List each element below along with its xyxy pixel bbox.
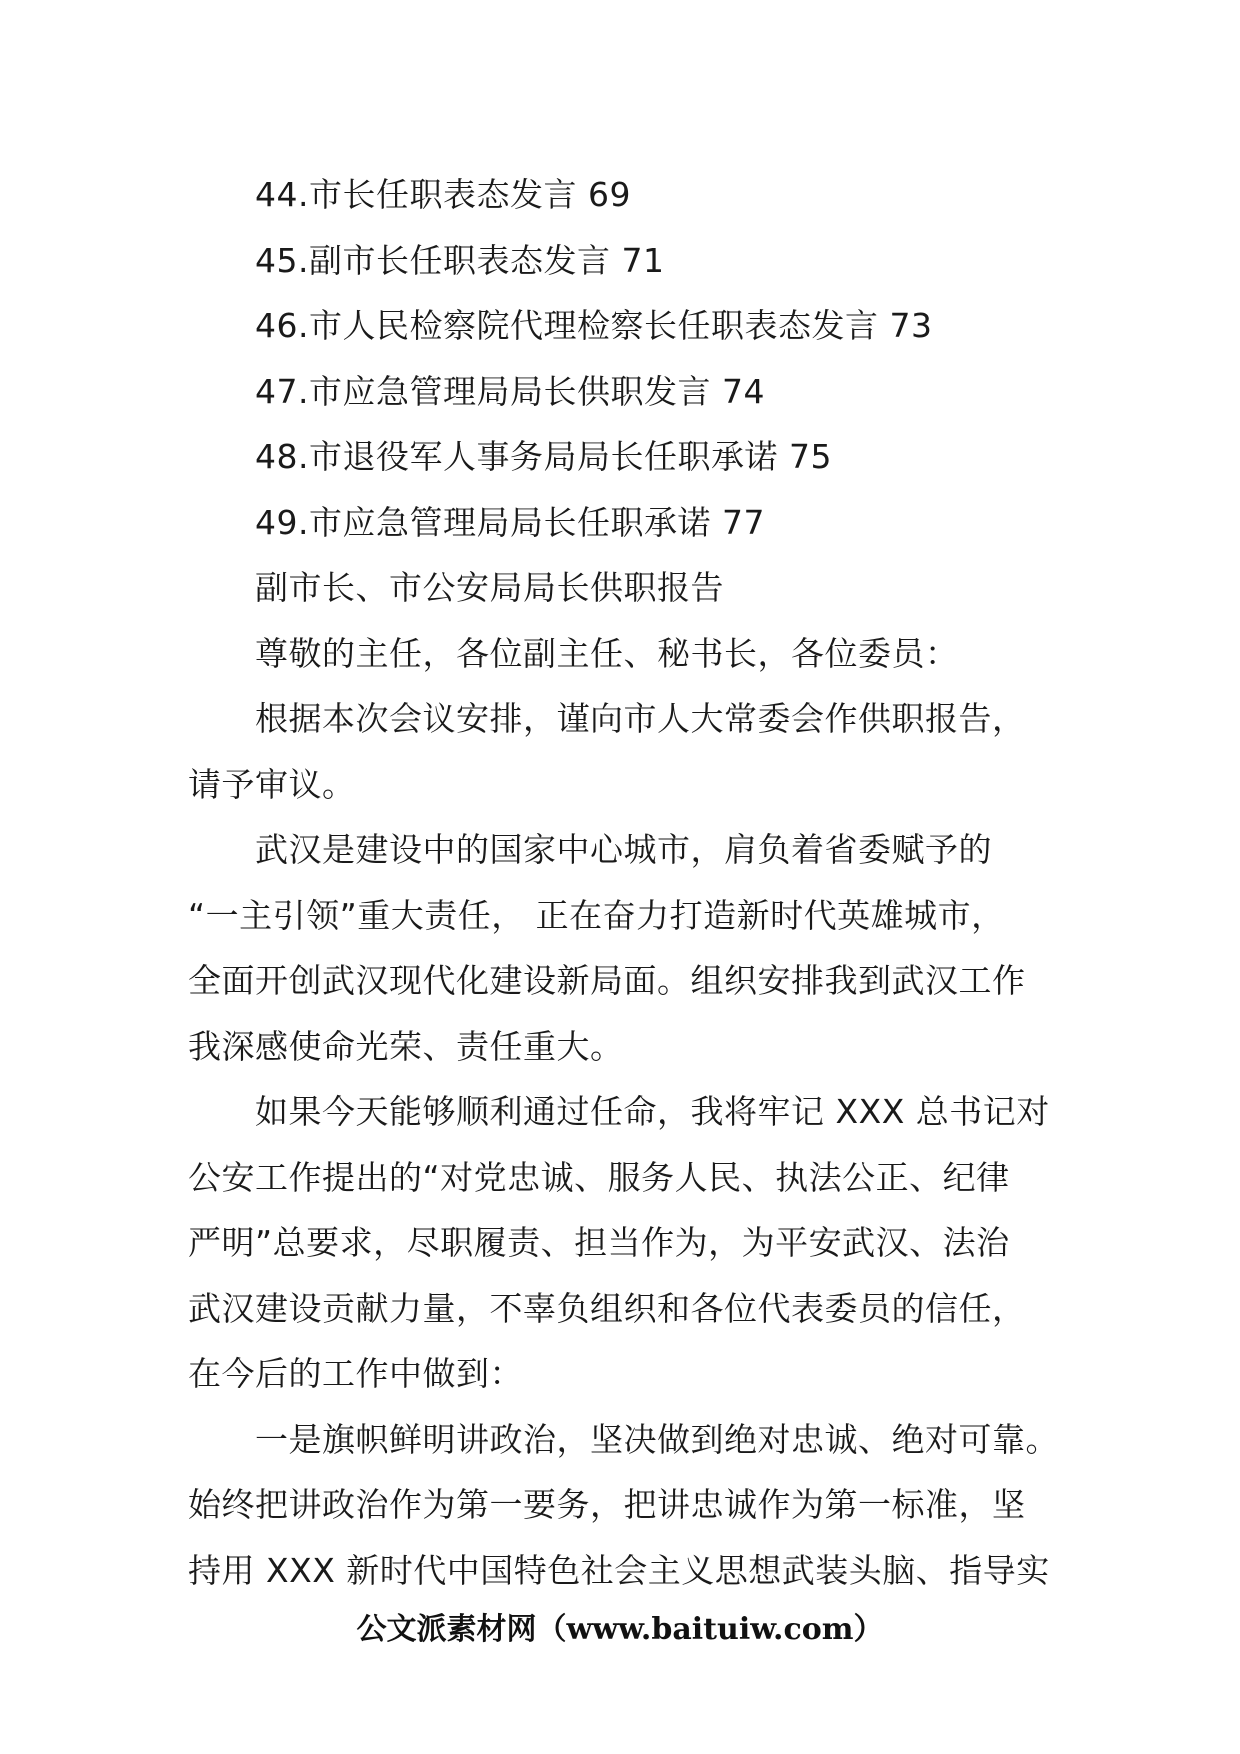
- paragraph-line: 武汉建设贡献力量，不辜负组织和各位代表委员的信任，: [188, 1288, 1026, 1328]
- salutation: 尊敬的主任，各位副主任、秘书长，各位委员：: [255, 633, 959, 673]
- paragraph-line: 在今后的工作中做到：: [188, 1354, 523, 1393]
- toc-item: 47.市应急管理局局长供职发言 74: [255, 371, 765, 411]
- paragraph-line: 全面开创武汉现代化建设新局面。组织安排我到武汉工作: [188, 961, 1026, 1000]
- toc-list: [188, 162, 1068, 555]
- toc-item: 48.市退役军人事务局局长任职承诺 75: [255, 437, 832, 476]
- paragraph-line: 根据本次会议安排，谨向市人大常委会作供职报告，: [255, 699, 1026, 738]
- paragraph-line: 如果今天能够顺利通过任命，我将牢记 XXX 总书记对: [255, 1092, 1050, 1131]
- paragraph: [188, 817, 1068, 1079]
- paragraph: [188, 686, 1068, 817]
- paragraph-line: 一是旗帜鲜明讲政治，坚决做到绝对忠诚、绝对可靠。: [255, 1419, 1059, 1459]
- paragraph-line: 我深感使命光荣、责任重大。: [188, 1026, 624, 1066]
- paragraph: [188, 1407, 1068, 1604]
- paragraph-line: 严明”总要求，尽职履责、担当作为，为平安武汉、法治: [188, 1223, 1010, 1262]
- paragraph-line: 请予审议。: [188, 764, 356, 804]
- document-body: [188, 162, 1068, 1603]
- toc-item: 46.市人民检察院代理检察长任职表态发言 73: [255, 306, 933, 345]
- toc-item: 45.副市长任职表态发言 71: [255, 240, 665, 280]
- paragraph-line: 公安工作提出的“对党忠诚、服务人民、执法公正、纪律: [188, 1157, 1010, 1197]
- paragraph-line: “一主引领”重大责任， 正在奋力打造新时代英雄城市，: [188, 895, 1005, 935]
- footer-watermark: 公文派素材网（www.baituiw.com）: [356, 1612, 884, 1647]
- toc-item: 49.市应急管理局局长任职承诺 77: [255, 502, 765, 542]
- document-title: 副市长、市公安局局长供职报告: [255, 568, 724, 607]
- paragraph-line: 始终把讲政治作为第一要务，把讲忠诚作为第一标准，坚: [188, 1485, 1026, 1524]
- paragraph-line: 持用 XXX 新时代中国特色社会主义思想武装头脑、指导实: [188, 1550, 1050, 1590]
- paragraph-line: 武汉是建设中的国家中心城市，肩负着省委赋予的: [255, 830, 992, 869]
- paragraph: [188, 1079, 1068, 1407]
- toc-item: 44.市长任职表态发言 69: [255, 175, 631, 214]
